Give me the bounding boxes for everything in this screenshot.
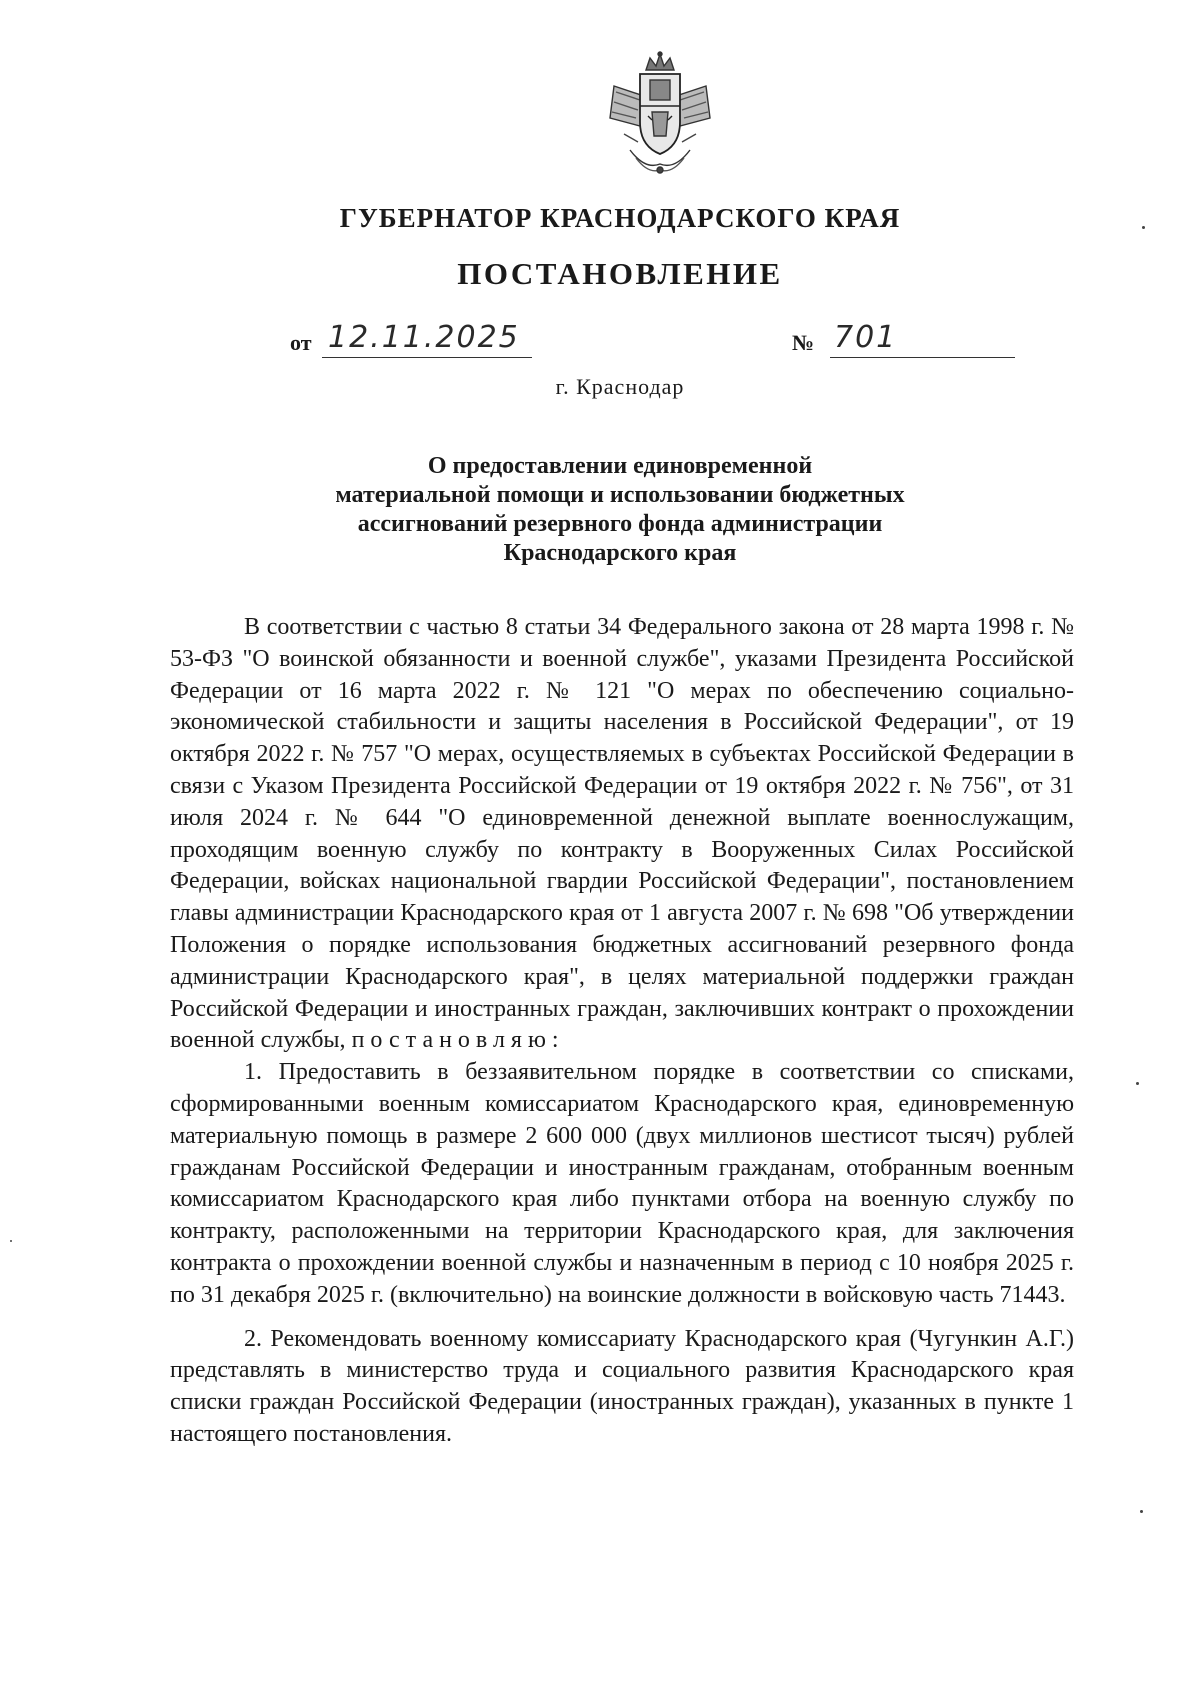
document-title xyxy=(240,452,1000,568)
number-label: № xyxy=(792,330,815,355)
document-type: ПОСТАНОВЛЕНИЕ xyxy=(457,256,783,291)
scan-speck xyxy=(10,1240,12,1242)
date-label: от xyxy=(290,330,312,355)
title-line: Краснодарского края xyxy=(503,540,737,566)
date-value: 12.11.2025 xyxy=(328,320,520,355)
scan-speck xyxy=(1142,226,1145,229)
scan-speck xyxy=(1136,1082,1139,1085)
number-field xyxy=(830,321,1015,358)
issuing-authority: ГУБЕРНАТОР КРАСНОДАРСКОГО КРАЯ xyxy=(339,203,901,233)
title-line: материальной помощи и использовании бюджетных xyxy=(335,482,905,508)
decree-word: постановляю: xyxy=(351,1027,565,1054)
document-body xyxy=(170,612,1074,1451)
date-field xyxy=(322,321,532,358)
scan-speck xyxy=(1140,1510,1143,1513)
date-number-line xyxy=(290,318,1050,362)
title-line: О предоставлении единовременной xyxy=(427,453,813,479)
number-value: 701 xyxy=(834,320,898,355)
title-line: ассигнований резервного фонда администрации xyxy=(357,511,883,537)
coat-of-arms-emblem xyxy=(600,50,720,180)
item-2-paragraph: 2. Рекомендовать военному комиссариату Краснодарского края (Чугункин А.Г.) представлять в министерство труда и социального развития Краснодарского края списки граждан Российской Федерации (иностранных граждан), указанных в пункте 1 настоящего постановления. xyxy=(170,1325,1074,1447)
preamble-text: В соответствии с частью 8 статьи 34 Федерального закона от 28 марта 1998 г. № 53-ФЗ "О воинской обязанности и военной службе", указами Президента Российской Федерации от 16 марта 2022 г. № 121 "О мерах по обеспечению социально-экономической стабильности и защиты населения в Российской Федерации", от 19 октября 2022 г. № 757 "О мерах, осуществляемых в субъектах Российской Федерации в связи с Указом Президента Российской Федерации от 19 октября 2022 г. № 756", от 31 июля 2024 г. № 644 "О единовременной денежной выплате военнослужащим, проходящим военную службу по контракту в Вооруженных Силах Российской Федерации, войсках национальной гвардии Российской Федерации", постановлением главы администрации Краснодарского края от 1 августа 2007 г. № 698 "Об утверждении Положения о порядке использования бюджетных ассигнований резервного фонда администрации Краснодарского края", в целях материальной поддержки граждан Российской Федерации и иностранных граждан, заключивших контракт о прохождении военной службы, xyxy=(170,614,1074,1054)
item-1-paragraph: 1. Предоставить в беззаявительном порядке в соответствии со списками, сформированными военным комиссариатом Краснодарского края, единовременную материальную помощь в размере 2 600 000 (двух миллионов шестисот тысяч) рублей гражданам Российской Федерации и иностранным гражданам, отобранным военным комиссариатом Краснодарского края либо пунктами отбора на военную службу по контракту, расположенными на территории Краснодарского края, для заключения контракта о прохождении военной службы и назначенным в период с 10 ноября 2025 г. по 31 декабря 2025 г. (включительно) на воинские должности в войсковую часть 71443. xyxy=(170,1059,1074,1308)
city-name: г. Краснодар xyxy=(555,374,685,399)
preamble-paragraph xyxy=(170,612,1074,1057)
